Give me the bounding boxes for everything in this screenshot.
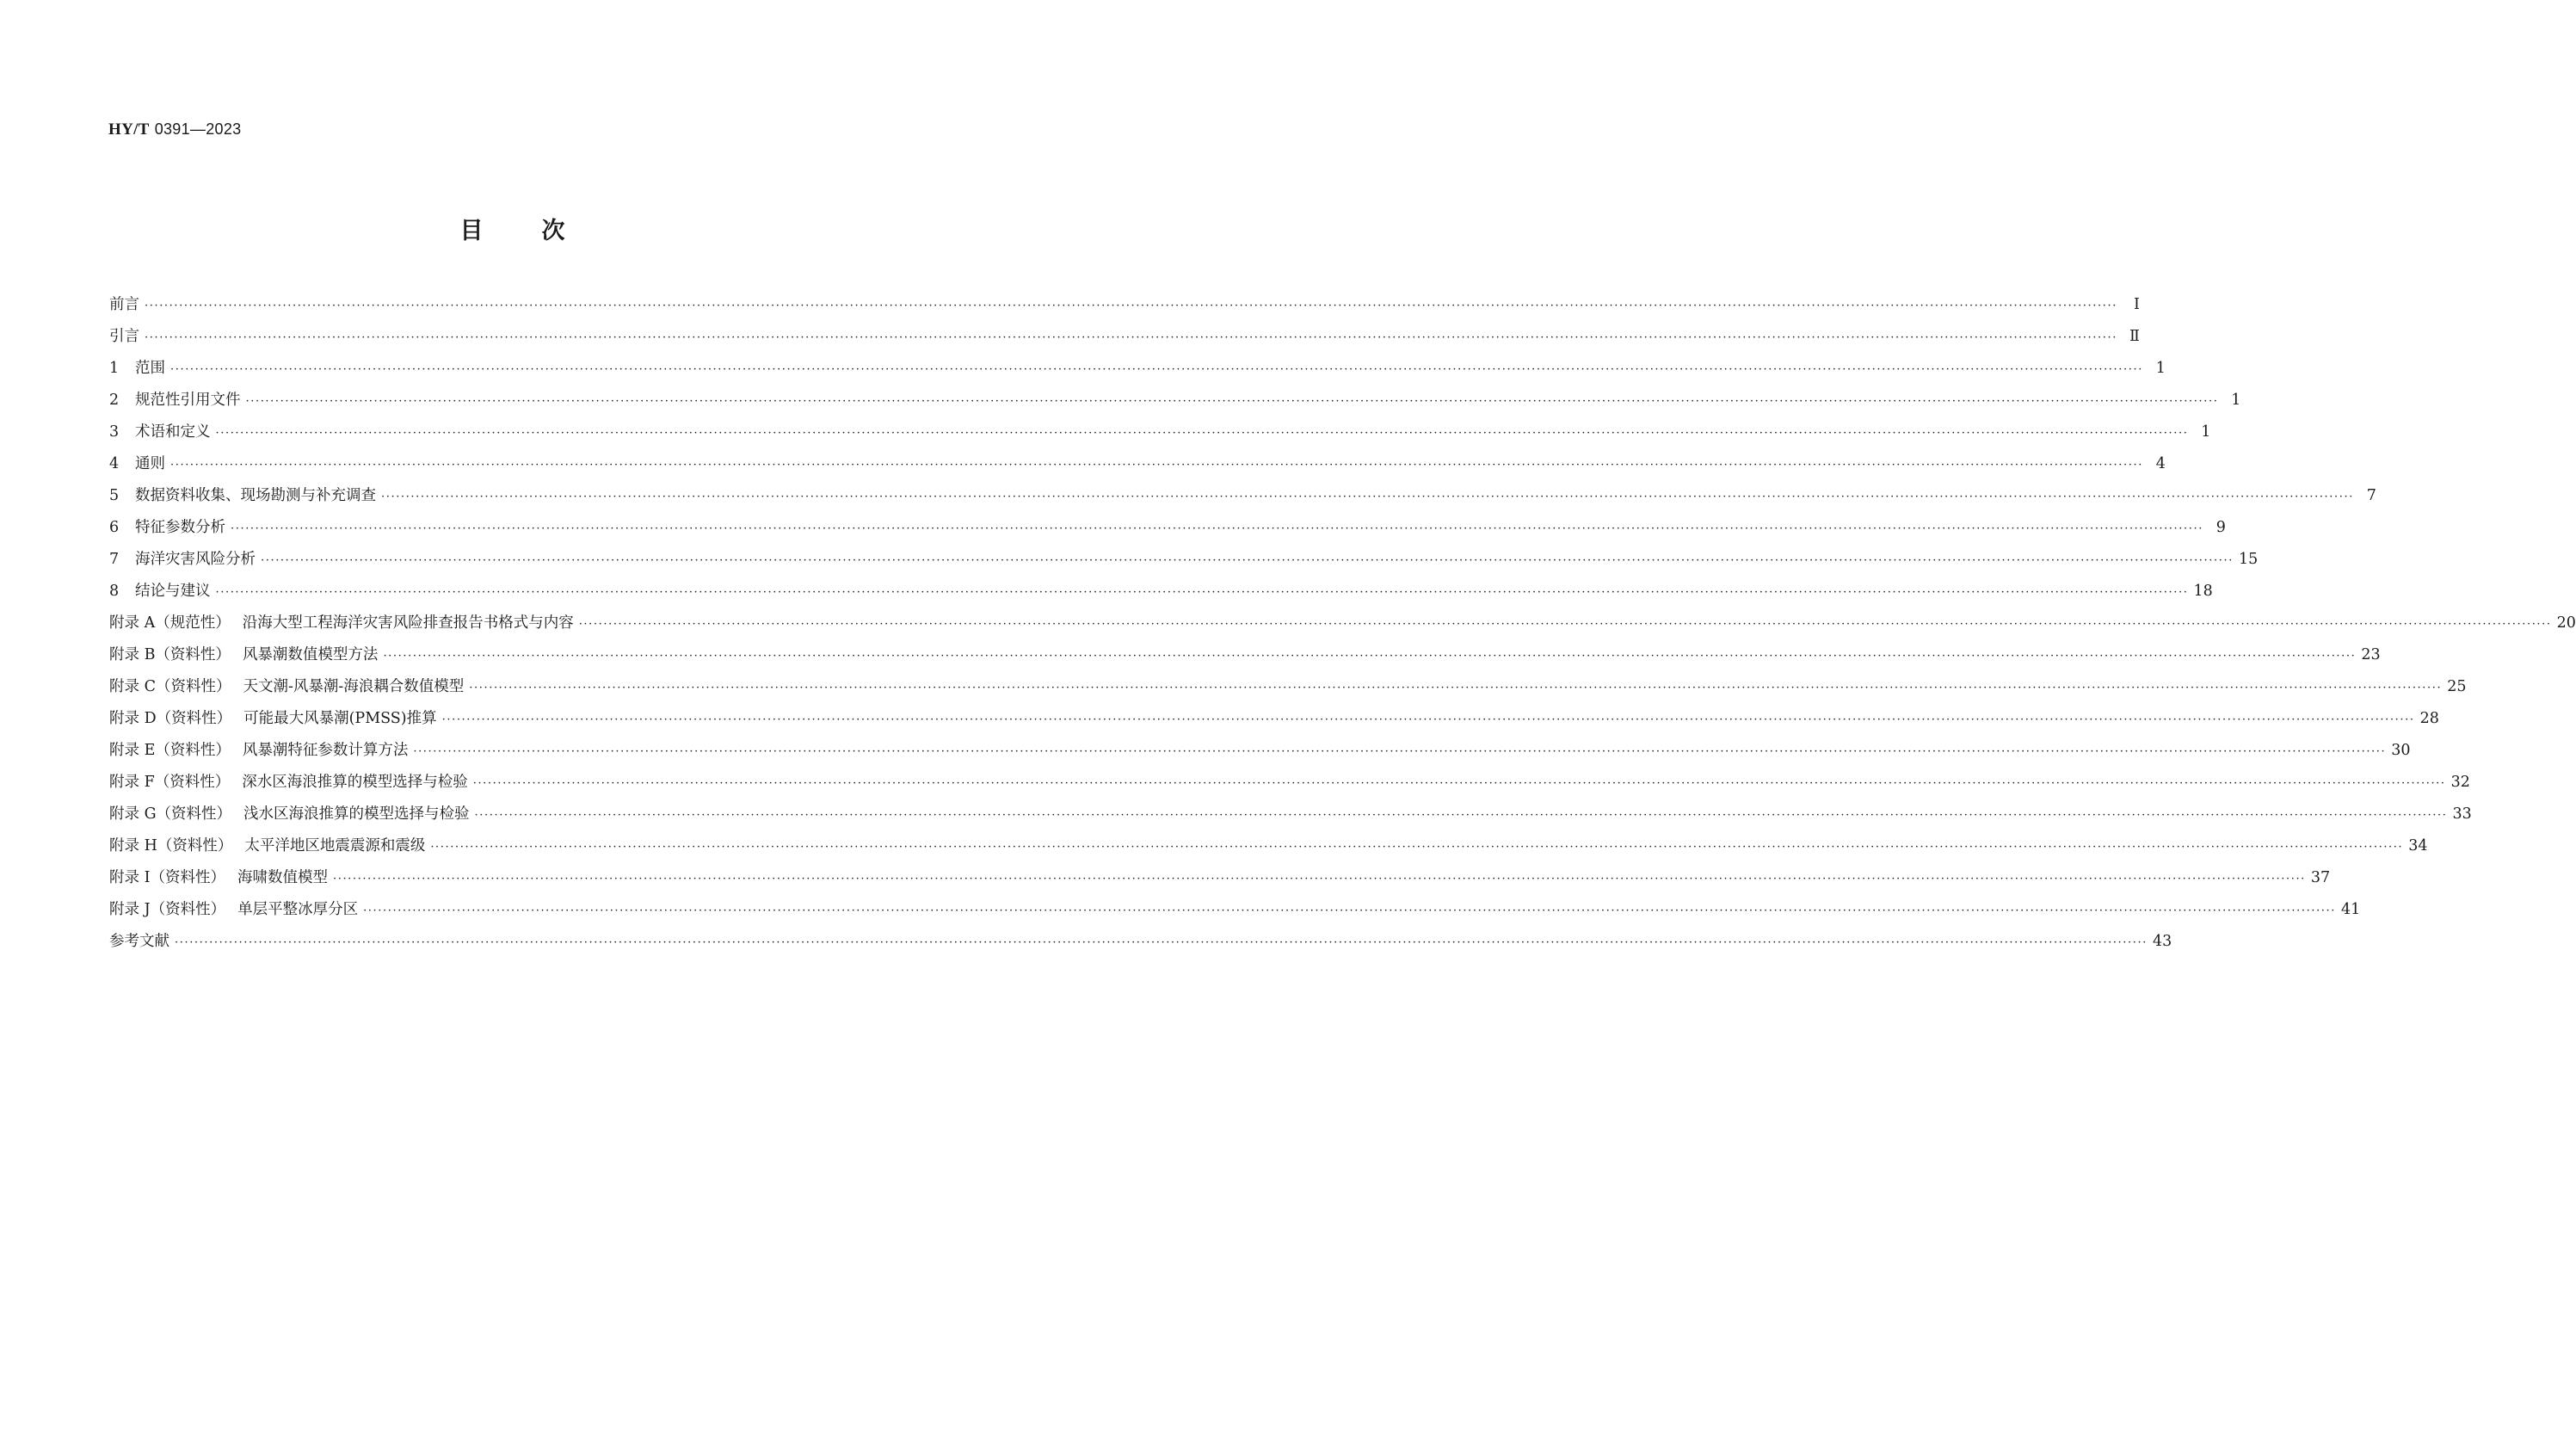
toc-entry[interactable]	[109, 388, 2241, 420]
title-char-2: 次	[541, 218, 565, 244]
toc-entry[interactable]	[109, 643, 2381, 675]
toc-entry-title	[109, 484, 376, 505]
toc-entry-label: 引言	[109, 328, 139, 345]
toc-entry[interactable]	[109, 515, 2226, 547]
toc-entry-title	[109, 706, 437, 728]
toc-appendix-prefix: 附录 E（资料性）	[109, 742, 231, 759]
toc-page-number: 1	[2231, 392, 2241, 409]
toc-page-number: 28	[2419, 710, 2439, 727]
dot-leader: ················································································································································································································································································································································································································	[170, 363, 2143, 376]
dot-leader: ················································································································································································································································································································································································································	[472, 777, 2446, 790]
standard-code-number: 0391—2023	[154, 120, 242, 138]
toc-entry[interactable]	[109, 547, 2259, 579]
toc-entry-label: 海洋灾害风险分析	[135, 551, 256, 568]
toc-appendix-prefix: 附录 B（资料性）	[109, 646, 231, 663]
toc-appendix-prefix: 附录 A（规范性）	[109, 614, 231, 632]
toc-appendix-prefix: 附录 G（资料性）	[109, 805, 232, 823]
dot-leader: ················································································································································································································································································································································································································	[430, 841, 2404, 854]
dot-leader: ················································································································································································································································································································································································································	[363, 904, 2337, 917]
toc-entry-title	[109, 929, 169, 951]
toc-entry-label: 范围	[135, 360, 165, 377]
toc-entry-label: 深水区海浪推算的模型选择与检验	[242, 774, 468, 791]
dot-leader: ················································································································································································································································································································································································································	[441, 713, 2415, 726]
standard-code-prefix: HY/T	[108, 120, 150, 139]
toc-entry-label: 浅水区海浪推算的模型选择与检验	[243, 805, 470, 823]
toc-appendix-prefix: 附录 J（资料性）	[109, 901, 226, 918]
toc-entry-number: 6	[109, 519, 120, 536]
dot-leader: ················································································································································································································································································································································································································	[578, 618, 2552, 631]
toc-entry-number: 8	[109, 583, 120, 600]
toc-entry-number: 3	[109, 423, 120, 441]
toc-page-number: Ⅱ	[2129, 328, 2140, 345]
toc-entry[interactable]	[109, 420, 2211, 452]
toc-page-number: 23	[2361, 646, 2381, 663]
toc-entry-label: 规范性引用文件	[135, 392, 241, 409]
toc-page-number: 1	[2201, 423, 2211, 441]
toc-page-number: 43	[2152, 933, 2172, 950]
toc-entry-title	[109, 579, 211, 601]
toc-entry-number: 5	[109, 487, 120, 504]
toc-entry[interactable]	[109, 770, 2470, 802]
toc-page-number: 4	[2155, 455, 2166, 472]
toc-entry[interactable]	[109, 866, 2331, 898]
toc-entry-title	[109, 834, 425, 855]
toc-entry-number: 1	[109, 360, 120, 377]
toc-appendix-prefix: 附录 H（资料性）	[109, 837, 233, 855]
toc-entry-label: 术语和定义	[135, 423, 211, 441]
dot-leader: ················································································································································································································································································································································································································	[231, 522, 2203, 535]
toc-appendix-prefix: 附录 I（资料性）	[109, 869, 225, 886]
toc-page-number: 41	[2341, 901, 2361, 918]
toc-entry[interactable]	[109, 293, 2140, 324]
toc-appendix-prefix: 附录 F（资料性）	[109, 774, 231, 791]
toc-entry-label: 参考文献	[109, 933, 169, 950]
toc-page-number: 20	[2556, 614, 2576, 632]
toc-page-number: 9	[2215, 519, 2226, 536]
toc-entry-number: 7	[109, 551, 120, 568]
toc-entry-title	[109, 324, 139, 346]
dot-leader: ················································································································································································································································································································································································································	[261, 554, 2234, 567]
toc-entry-label: 海啸数值模型	[237, 869, 328, 886]
table-of-contents	[109, 293, 2576, 961]
toc-entry[interactable]	[109, 898, 2361, 929]
toc-entry-title	[109, 420, 211, 441]
toc-entry-title	[109, 675, 464, 696]
standard-code	[108, 120, 241, 139]
toc-entry-label: 单层平整冰厚分区	[237, 901, 359, 918]
toc-entry-label: 可能最大风暴潮(PMSS)推算	[243, 710, 437, 727]
toc-entry[interactable]	[109, 611, 2576, 643]
dot-leader: ················································································································································································································································································································································································································	[215, 427, 2189, 440]
toc-page-number: 32	[2450, 774, 2470, 791]
toc-entry-label: 天文潮-风暴潮-海浪耦合数值模型	[243, 678, 465, 695]
page-title	[0, 212, 1025, 245]
toc-entry-number: 2	[109, 392, 120, 409]
toc-page-number: 30	[2391, 742, 2411, 759]
toc-entry-label: 风暴潮特征参数计算方法	[242, 742, 409, 759]
toc-entry-label: 沿海大型工程海洋灾害风险排查报告书格式与内容	[242, 614, 574, 632]
toc-page-number: 18	[2193, 583, 2213, 600]
toc-entry[interactable]	[109, 834, 2428, 866]
toc-entry-title	[109, 293, 139, 314]
toc-entry[interactable]	[109, 706, 2439, 738]
toc-page-number: 37	[2310, 869, 2331, 886]
title-char-1: 目	[459, 218, 484, 244]
dot-leader: ················································································································································································································································································································································································································	[469, 682, 2443, 694]
toc-entry[interactable]	[109, 452, 2166, 484]
toc-page-number: Ⅰ	[2134, 296, 2140, 313]
toc-page-number: 25	[2447, 678, 2467, 695]
dot-leader: ················································································································································································································································································································································································································	[413, 745, 2387, 758]
toc-page-number: 15	[2238, 551, 2259, 568]
toc-entry[interactable]	[109, 929, 2172, 961]
dot-leader: ················································································································································································································································································································································································································	[145, 331, 2117, 344]
toc-entry-title	[109, 738, 408, 760]
toc-page-number: 34	[2408, 837, 2428, 855]
toc-entry-title	[109, 802, 470, 824]
toc-entry[interactable]	[109, 802, 2472, 834]
toc-entry[interactable]	[109, 579, 2213, 611]
toc-page-number: 33	[2452, 805, 2472, 823]
dot-leader: ················································································································································································································································································································································································································	[175, 936, 2148, 949]
dot-leader: ················································································································································································································································································································································································································	[215, 586, 2189, 599]
toc-entry-label: 风暴潮数值模型方法	[242, 646, 379, 663]
dot-leader: ················································································································································································································································································································································································································	[383, 650, 2357, 663]
toc-appendix-prefix: 附录 C（资料性）	[109, 678, 231, 695]
toc-entry-label: 特征参数分析	[135, 519, 225, 536]
toc-entry-title	[109, 898, 358, 919]
toc-entry-number: 4	[109, 455, 120, 472]
toc-entry-label: 通则	[135, 455, 165, 472]
toc-entry[interactable]	[109, 484, 2376, 515]
dot-leader: ················································································································································································································································································································································································································	[245, 395, 2219, 408]
toc-entry-label: 数据资料收集、现场勘测与补充调查	[135, 487, 376, 504]
toc-entry-title	[109, 515, 225, 537]
toc-entry-title	[109, 452, 165, 473]
toc-entry-label: 前言	[109, 296, 139, 313]
toc-page-number: 7	[2366, 487, 2376, 504]
dot-leader: ················································································································································································································································································································································································································	[474, 809, 2448, 822]
toc-entry-label: 结论与建议	[135, 583, 211, 600]
toc-entry-title	[109, 356, 165, 378]
dot-leader: ················································································································································································································································································································································································································	[145, 299, 2117, 312]
dot-leader: ················································································································································································································································································································································································································	[332, 873, 2306, 885]
toc-entry[interactable]	[109, 738, 2411, 770]
toc-entry[interactable]	[109, 356, 2166, 388]
toc-entry[interactable]	[109, 324, 2140, 356]
toc-entry-title	[109, 547, 256, 569]
toc-entry-title	[109, 611, 574, 632]
toc-entry-title	[109, 643, 378, 664]
toc-entry-title	[109, 388, 241, 410]
toc-entry-label: 太平洋地区地震震源和震级	[244, 837, 426, 855]
toc-entry-title	[109, 770, 468, 792]
dot-leader: ················································································································································································································································································································································································································	[381, 491, 2354, 503]
dot-leader: ················································································································································································································································································································································································································	[170, 459, 2143, 472]
toc-appendix-prefix: 附录 D（资料性）	[109, 710, 232, 727]
toc-entry[interactable]	[109, 675, 2467, 706]
toc-page-number: 1	[2155, 360, 2166, 377]
toc-entry-title	[109, 866, 328, 887]
